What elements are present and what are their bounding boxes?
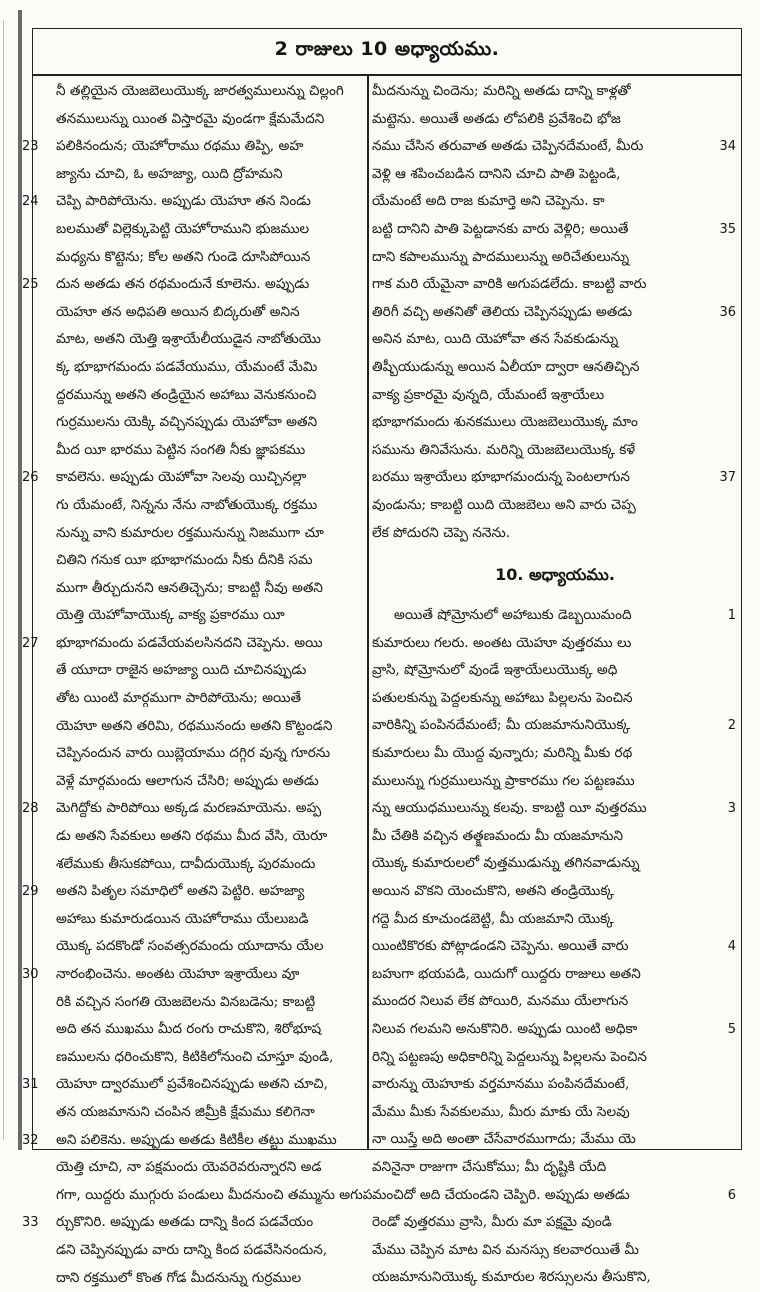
text-line [38,906,364,934]
text-line [372,1182,738,1210]
line-text: వెళ్లి ఆ శపించబడిన దానిని చూచి పాతి పెట్టండి, [372,165,621,182]
text-line [372,464,738,492]
text-line [22,1071,364,1099]
text-line [38,437,364,465]
text-line [38,823,364,851]
line-text: గగా, యిద్దరు ముగ్గురు పండులు మీదనుంచి తమ్మును అగుప [56,1186,373,1203]
verse-number: 30 [22,967,39,982]
line-text: వెళ్లే మార్గమందు ఆలాగున చేసిరి; అప్పుడు అతడు [56,772,319,789]
line-text: వాక్య ప్రకారమై వున్నది, యేమంటే ఇశ్రాయేలు [372,386,605,403]
line-text: క్క భూభాగమందు పడవేయుము, యేమంటే మేమి [56,358,318,375]
line-text: అయిన వొకని యెంచుకొని, అతని తండ్రియొక్క [372,883,615,900]
line-text: ముందర నిలువ లేక పోయిరి, మనము యేలాగున [372,993,629,1010]
line-text: తోట యింటి మార్గముగా పారిపోయెను; అయితే [56,690,302,707]
text-line [372,492,738,520]
line-text: యెహూ ద్వారములో ప్రవేశించినప్పుడు అతని చూచి, [56,1076,328,1093]
line-text: అహాబు కుమారుడయిన యెహోరాము యేలుబడి [56,910,309,927]
text-line [38,657,364,685]
text-line [372,78,738,106]
line-text: తిరిగీ వచ్చి అతనితో తెలియ చెప్పినప్పుడు అతడు [372,303,633,320]
text-line [38,1182,373,1210]
text-line [38,106,364,134]
text-line [372,768,738,796]
right-column-bottom-text [372,602,738,1292]
text-line [372,133,738,161]
verse-number: 32 [22,1132,39,1148]
line-text: డని చెప్పినప్పుడు వారు దాన్ని కింద పడవేసినందున, [56,1241,328,1258]
line-text: గుర్రములను యెక్కి వచ్చినప్పుడు యెహోవా అతని [56,414,318,431]
text-line [372,1071,738,1099]
line-text: రెండో వుత్తరము వ్రాసి, మీరు మా పక్షమై వుండి [372,1214,612,1231]
line-text: కుమారులు మీ యొద్ద వున్నారు; మరిన్ని మీకు రథ [372,745,633,762]
line-text: గాక మరి యేమైనా వారికి అగుపడలేదు. కాబట్టి వారు [372,276,647,293]
text-line [38,1237,364,1265]
line-text: తిష్బీయుడున్ను అయిన ఏలీయా ద్వారా ఆనతిచ్చిన [372,358,640,375]
text-line [38,547,364,575]
verse-number: 2 [727,718,736,734]
text-line [22,961,364,989]
text-line [38,382,364,410]
line-text: యొక్క పదకొండో సంవత్సరమందు యూదాను యేల [56,938,324,955]
line-text: నిలువ గలమని అనుకొనిరి. అప్పుడు యింటి అధికా [372,1021,638,1037]
line-text: శలేముకు తీసుకపోయి, దావీదుయొక్క పురమందు [56,855,316,872]
line-text: బహుగా భయపడి, యిదుగో యిద్దరు రాజులు అతని [372,965,641,982]
text-line [38,602,364,630]
line-text: తన యజమానుని చంపిన జిమ్రీకి క్షేమము కలిగెనా [56,1103,315,1120]
line-text: తనములున్ను యింత విస్తారమై వుండగా క్షేమమేదని [56,110,325,127]
text-line [372,271,738,299]
text-line [372,712,738,740]
line-text: యెత్తి చూచి, నా పక్షమందు యెవరెవరున్నారని అడ [56,1159,322,1176]
line-text: మీ చేతికి వచ్చిన తత్క్షణమందు మీ యజమానుని [372,827,623,844]
line-text: అనిన మాట, యిది యెహోవా తన సేవకుడున్ను [372,331,619,348]
line-text: మంచిదో అది చేయండని చెప్పిరి. అప్పుడు అతడు [372,1186,630,1203]
line-text: అని పలికెను. అప్పుడు అతడు కిటికీల తట్టు ముఖము [56,1131,337,1148]
text-line [38,1044,364,1072]
line-text: యింటికొరకు పోట్లాడండని చెప్పెను. అయితే వారు [372,938,629,955]
verse-number: 23 [22,139,39,155]
line-text: ణములను ధరించుకొని, కిటికిలోనుంచి చూస్తూ వుండి, [56,1048,334,1065]
line-text: మేము మీకు సేవకులము, మీరు మాకు యే సెలవు [372,1103,630,1120]
line-text: రిన్ని పట్టణపు అధికారిన్ని పెద్దలున్ను పిల్లలను పెంచిన [372,1048,647,1065]
line-text: చెప్పి పారిపోయెను. అప్పుడు యెహూ తన నిండు [56,193,311,210]
text-line [22,1209,364,1237]
text-line [38,326,364,354]
text-line [372,1209,738,1237]
line-text: నా యిస్తే అది అంతా చేసేవారముగాదు; మేము యె [372,1131,636,1148]
text-line [38,244,364,272]
text-line [38,161,364,189]
page-title: 2 రాజులు 10 అధ్యాయము. [274,37,500,60]
line-text: కుమారులు గలరు. అంతట యెహూ వుత్తరము లు [372,634,632,651]
left-column [22,78,373,1292]
text-line [372,823,738,851]
text-line [22,464,364,492]
text-line [372,216,738,244]
text-line [372,409,738,437]
text-line [372,630,738,658]
line-text: మాట, అతని యెత్తి ఇశ్రాయేలీయుడైన నాబోతుయొ [56,331,321,348]
text-line [372,244,738,272]
right-column [372,78,738,1292]
text-line [22,133,364,161]
line-text: మధ్యను కొట్టెను; కోల అతని గుండె దూసిపోయిన [56,248,311,265]
text-line [372,437,738,465]
line-text: మెగిద్దోకు పారిపోయి అక్కడ మరణమాయెను. అప్ప [56,800,322,817]
line-text: యొక్క కుమారులలో వుత్తముడున్ను తగినవాడున్ను [372,855,640,872]
text-line [38,1099,364,1127]
text-line [372,1016,738,1044]
text-line [38,1154,364,1182]
verse-number: 26 [22,470,39,486]
line-text: యెహూ తన అధిపతి అయిన బిద్కరుతో అనిన [56,303,300,320]
column-divider [367,75,369,1150]
text-line [38,740,364,768]
line-text: మట్టెను. అయితే అతడు లోపలికి ప్రవేశించి భోజ [372,110,621,127]
text-line [38,851,364,879]
line-text: నము చేసిన తరువాత అతడు చెప్పినదేమంటే, మీరు [372,138,644,155]
verse-number: 24 [22,194,39,210]
text-line [38,933,364,961]
line-text: నీ తల్లియైన యెజబెలుయొక్క జారత్వములున్ను చిల్లంగి [56,83,344,99]
line-text: మీదనున్ను చిందెను; మరిన్ని అతడు దాన్ని కాళ్లతో [372,83,631,99]
text-line [38,575,364,603]
line-text: మీద యీ భారము పెట్టిన సంగతి నీకు జ్ఞాపకము [56,441,306,458]
line-text: గద్దె మీద కూచుండబెట్టి, మీ యజమాని యొక్క [372,910,614,927]
line-text: దున అతడు తన రథమందునే కూలెను. అప్పుడు [56,276,310,293]
text-line [22,271,364,299]
line-text: అతని పితృల సమాధిలో అతని పెట్టిరి. అహజ్యా [56,883,305,900]
line-text: బట్టి దానిని పాతి పెట్టడానకు వారు వెళ్లిరి; అయితే [372,220,629,237]
right-column-top-text [372,78,738,547]
line-text: రికి వచ్చిన సంగతి యెజబెలను వినబడెను; కాబట్టి [56,993,316,1010]
text-line [372,299,738,327]
text-line [38,1016,364,1044]
verse-number: 3 [727,801,736,817]
line-text: ర్చుకొనిరి. అప్పుడు అతడు దాన్ని కింద పడవేయం [56,1214,314,1231]
line-text: దాని కపాలమున్ను పాదములున్ను అరిచేతులున్ను [372,248,630,265]
verse-number: 31 [22,1077,39,1093]
text-line [38,78,364,106]
verse-number: 28 [22,801,39,817]
text-line [372,1237,738,1265]
line-text: దాని రక్తములో కొంత గోడ మీదనున్ను గుర్రముల [56,1269,302,1286]
verse-number: 1 [727,608,736,624]
line-text: ములున్ను గుర్రములున్ను ప్రాకారము గల పట్టణము [372,772,635,789]
text-line [372,906,738,934]
line-text: లేక పోదురని చెప్పె ననెను. [372,524,511,541]
text-line [38,713,364,741]
text-line [38,299,364,327]
line-text: న్ను ఆయుధములున్ను కలవు. కాబట్టి యీ వుత్తరము [372,800,647,817]
text-line [372,685,738,713]
line-text: జ్యాను చూచి, ఓ అహజ్యా, యిది ద్రోహమని [56,165,283,182]
text-line [372,1044,738,1072]
text-line [372,1264,738,1292]
line-text: చితిని గనుక యీ భూభాగమందు నీకు దీనికి సమ [56,552,313,569]
text-line [38,409,364,437]
text-line [22,795,364,823]
line-text: యేమంటే అది రాజ కుమార్తె అని చెప్పెను. కా [372,193,605,210]
text-line [372,850,738,878]
line-text: ముగా తీర్చుదునని ఆనతిచ్చెను; కాబట్టి నీవు అతని [56,579,323,596]
text-line [38,768,364,796]
verse-number: 6 [727,1187,736,1203]
line-text: వుండును; కాబట్టి యిది యెజబెలు అని వారు చెప్ప [372,496,636,513]
text-line [38,1265,364,1292]
text-line [372,988,738,1016]
line-text: అయితే షోమ్రోనులో అహాబుకు డెబ్బయిమంది [394,607,632,624]
text-line [22,188,364,216]
verse-number: 36 [719,304,736,320]
text-line [372,1126,738,1154]
text-line [372,933,738,961]
line-text: బలముతో విల్లెక్కుపెట్టి యెహోరాముని భుజముల [56,220,310,237]
text-line [38,216,364,244]
text-line [372,1154,738,1182]
line-text: డు అతని సేవకులు అతని రథము మీద వేసి, యెరూ [56,828,328,845]
line-text: వనినైనా రాజుగా చేసుకోము; మీ దృష్టికి యేది [372,1158,607,1175]
line-text: భూభాగమందు శునకములు యెజబెలుయొక్క మాం [372,414,638,431]
text-line [38,520,364,548]
text-line [372,106,738,134]
verse-number: 34 [719,139,736,155]
text-line [372,520,738,548]
line-text: చెప్పినందున వారు యిబ్లెయాము దగ్గిర వున్న గూరను [56,745,331,762]
verse-number: 25 [22,277,39,293]
verse-number: 37 [719,470,736,486]
line-text: వారున్ను యెహూకు వర్తమానము పంపినదేమంటే, [372,1076,630,1093]
line-text: నున్ను వాని కుమారుల రక్తమునున్ను నిజముగా చూ [56,524,324,541]
line-text: పతులకున్ను పెద్దలకున్ను అహాబు పిల్లలను పెంచిన [372,689,633,706]
text-line [372,188,738,216]
text-line [38,989,364,1017]
line-text: సమును తినివేసును. మరిన్ని యెజబెలుయొక్క కళే [372,441,636,458]
text-line [372,795,738,823]
line-text: కావలెను. అప్పుడు యెహోవా సెలవు యిచ్చినల్లా [56,469,307,486]
line-text: నారంభించెను. అంతట యెహూ ఇశ్రాయేలు వూ [56,966,300,982]
text-line [372,740,738,768]
line-text: యెహూ అతని తరిమి, రథమునందు అతని కొట్టండని [56,717,333,734]
text-line [372,878,738,906]
line-text: పలికినందున; యెహోరాము రథము తిప్పి, అహ [56,138,304,155]
text-line [372,602,738,630]
text-line [372,354,738,382]
text-line [22,630,364,658]
line-text: మేము చెప్పిన మాట విన మనస్సు కలవారయితే మీ [372,1241,639,1258]
text-line [22,878,364,906]
line-text: వ్రాసి, షోమ్రోనులో వుండే ఇశ్రాయేలుయొక్క అధి [372,662,618,679]
line-text: తే యూదా రాజైన అహజ్యా యిది చూచినప్పుడు [56,662,307,679]
verse-number: 4 [727,939,736,955]
verse-number: 27 [22,635,39,651]
line-text: అది తన ముఖము మీద రంగు రాచుకొని, శిరోభూష [56,1021,322,1038]
verse-number: 29 [22,884,39,900]
text-line [38,354,364,382]
line-text: వారికిన్ని పంపినదేమంటే; మీ యజమానునియొక్క [372,717,631,734]
header-divider [32,74,742,76]
verse-number: 33 [22,1215,39,1231]
text-line [372,326,738,354]
text-line [372,161,738,189]
text-line [38,492,364,520]
text-line [372,961,738,989]
text-line [22,1127,364,1155]
verse-number: 35 [719,221,736,237]
text-line [38,685,364,713]
line-text: యెత్తి యెహోవాయొక్క వాక్య ప్రకారము యీ [56,607,285,624]
line-text: యజమానునియొక్క కుమారుల శిరస్సులను తీసుకొని, [372,1269,651,1286]
verse-number: 5 [727,1022,736,1037]
chapter-heading: 10. అధ్యాయము. [495,565,615,585]
text-line [372,657,738,685]
line-text: బరము ఇశ్రాయేలు భూభాగమందున్న పెంటలాగున [372,469,630,486]
text-line [372,382,738,410]
line-text: భూభాగమందు పడవేయవలసినదని చెప్పెను. అయి [56,634,323,651]
line-text: ద్దరమున్ను అతని తండ్రియైన అహాబు వెనుకనుంచి [56,386,317,403]
scan-edge-line [3,20,4,1140]
text-line [372,1099,738,1127]
line-text: గు యేమంటే, నిన్నను నేను నాబోతుయొక్క రక్తము [56,496,318,513]
